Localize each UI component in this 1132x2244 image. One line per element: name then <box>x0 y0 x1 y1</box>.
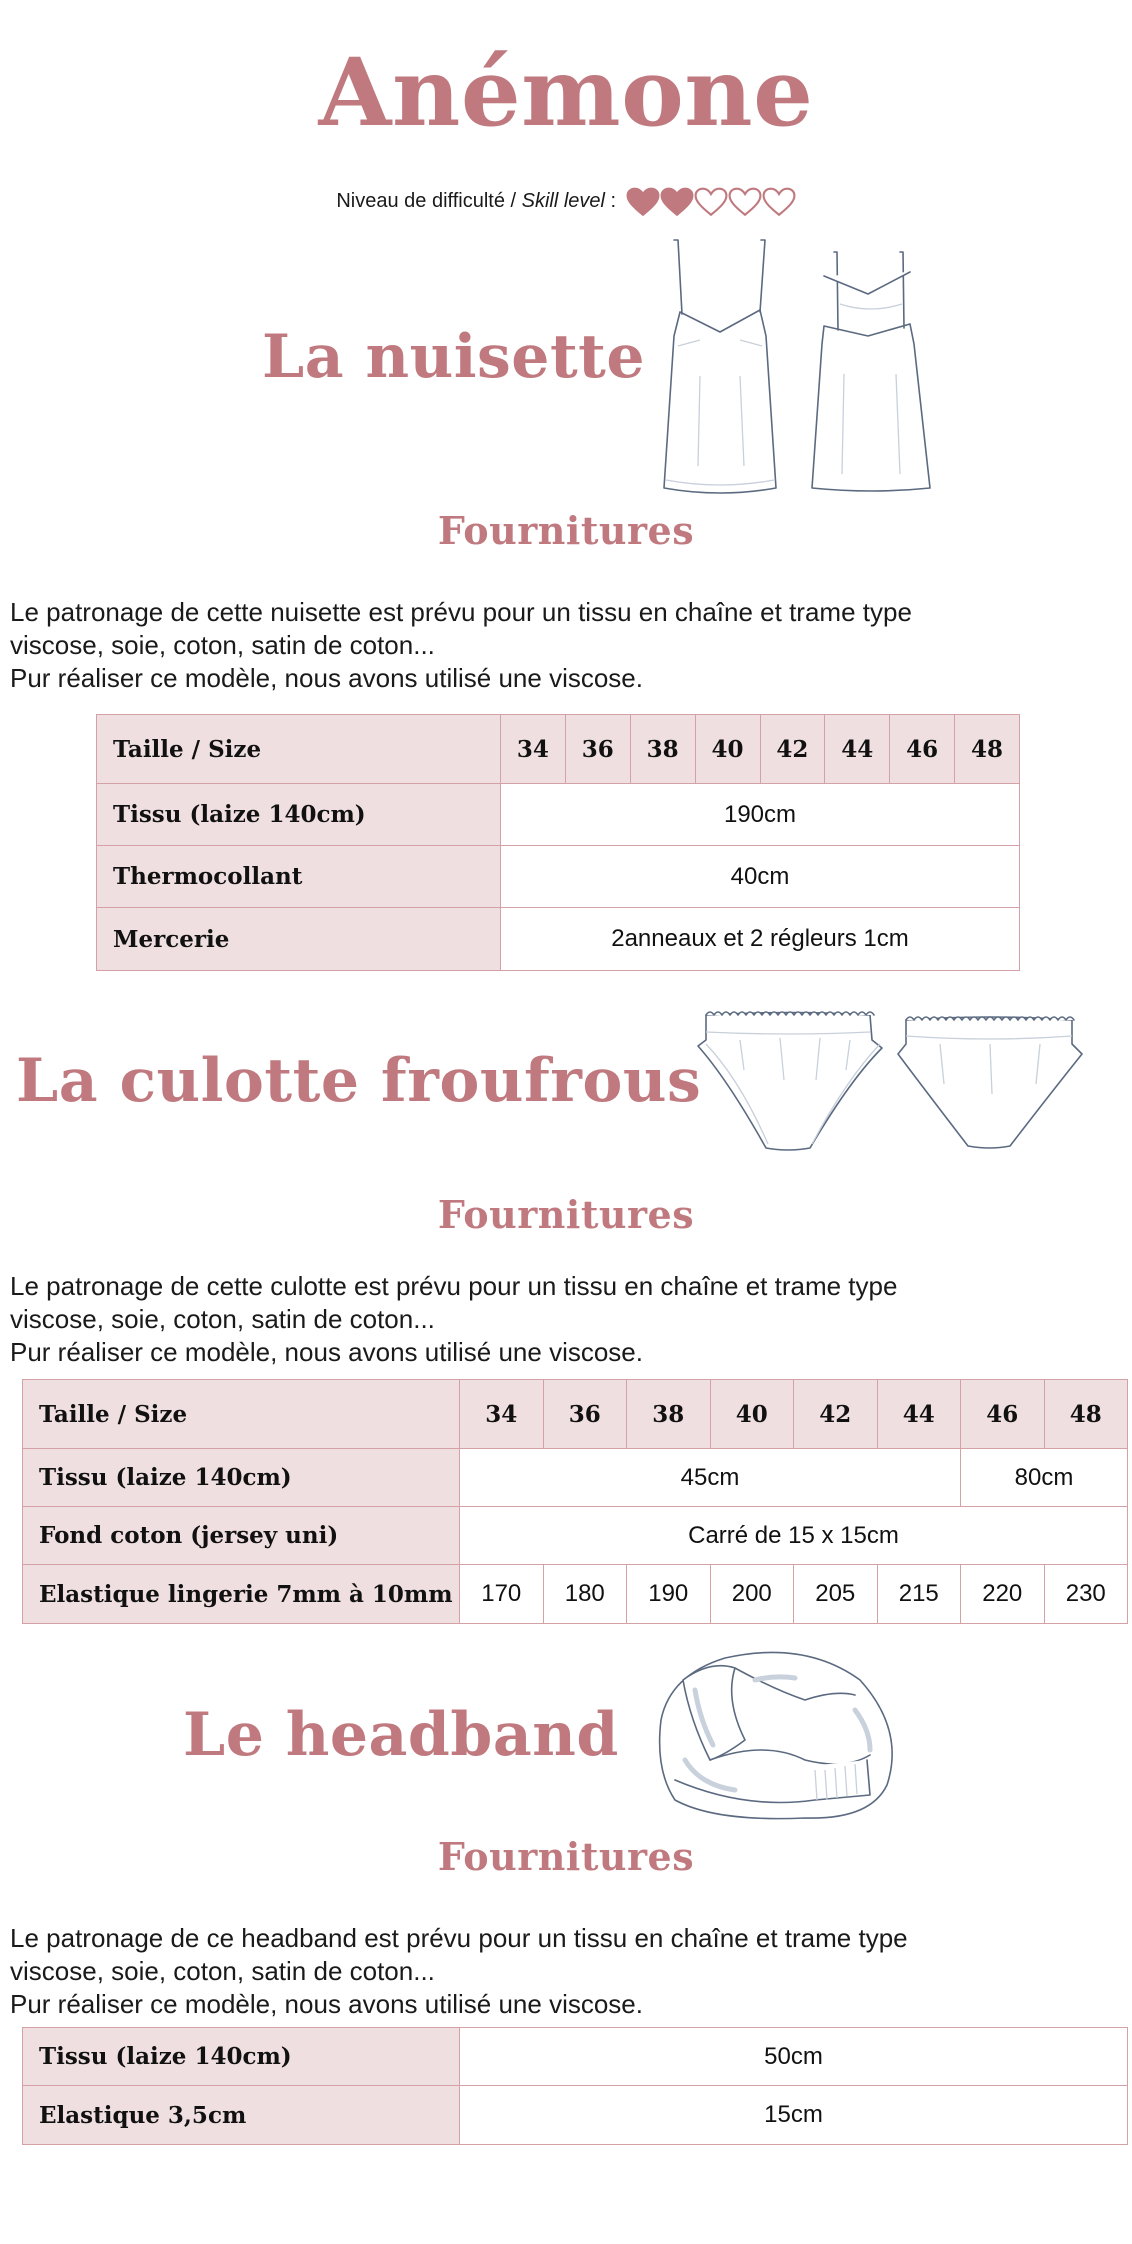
heart-outline-icon <box>762 187 796 217</box>
row-value: 190cm <box>501 784 1020 846</box>
table-row <box>23 1565 1128 1624</box>
section-description-culotte <box>10 1270 1120 1369</box>
row-value: 15cm <box>460 2086 1128 2145</box>
size-cell: 42 <box>760 715 825 784</box>
size-cell: 34 <box>501 715 566 784</box>
table-row <box>23 2028 1128 2086</box>
section-title-headband: Le headband <box>183 1700 619 1770</box>
supplies-table-headband <box>22 2027 1128 2145</box>
table-row <box>97 908 1020 971</box>
section-description-headband <box>10 1922 1120 2021</box>
row-label: Elastique lingerie 7mm à 10mm <box>23 1565 460 1624</box>
row-value: 190 <box>627 1565 711 1624</box>
heart-filled-icon <box>626 187 660 217</box>
table-row-sizes <box>23 1380 1128 1449</box>
table-row <box>97 846 1020 908</box>
section-description-nuisette <box>10 596 1120 695</box>
row-value: 180 <box>543 1565 627 1624</box>
section-subtitle-nuisette: Fournitures <box>437 508 695 553</box>
row-label: Thermocollant <box>97 846 501 908</box>
row-value: 220 <box>961 1565 1045 1624</box>
size-cell: 46 <box>961 1380 1045 1449</box>
description-line: viscose, soie, coton, satin de coton... <box>10 630 435 660</box>
table-row-sizes <box>97 715 1020 784</box>
description-line: viscose, soie, coton, satin de coton... <box>10 1956 435 1986</box>
section-subtitle-culotte: Fournitures <box>437 1192 695 1237</box>
size-header-label: Taille / Size <box>97 715 501 784</box>
table-row <box>97 784 1020 846</box>
size-cell: 48 <box>1044 1380 1128 1449</box>
headband-illustration <box>655 1650 905 1830</box>
size-cell: 44 <box>877 1380 961 1449</box>
section-title-nuisette: La nuisette <box>262 322 646 392</box>
size-cell: 46 <box>890 715 955 784</box>
skill-hearts <box>626 186 796 217</box>
size-cell: 38 <box>627 1380 711 1449</box>
size-cell: 42 <box>794 1380 878 1449</box>
description-line: Pur réaliser ce modèle, nous avons utilisé une viscose. <box>10 1337 643 1367</box>
row-value: 40cm <box>501 846 1020 908</box>
row-label: Elastique 3,5cm <box>23 2086 460 2145</box>
row-value: 230 <box>1044 1565 1128 1624</box>
row-value: 205 <box>794 1565 878 1624</box>
heart-outline-icon <box>694 187 728 217</box>
row-value: Carré de 15 x 15cm <box>460 1507 1128 1565</box>
nightdress-illustration <box>660 236 950 501</box>
row-value: 50cm <box>460 2028 1128 2086</box>
supplies-table-culotte <box>22 1379 1128 1624</box>
row-label: Tissu (laize 140cm) <box>23 1449 460 1507</box>
nightdress-front-icon <box>664 240 776 493</box>
row-label: Tissu (laize 140cm) <box>97 784 501 846</box>
description-line: Le patronage de ce headband est prévu pour un tissu en chaîne et trame type <box>10 1923 908 1953</box>
description-line: Le patronage de cette culotte est prévu pour un tissu en chaîne et trame type <box>10 1271 898 1301</box>
size-cell: 38 <box>630 715 695 784</box>
size-cell: 36 <box>565 715 630 784</box>
heart-outline-icon <box>728 187 762 217</box>
size-cell: 48 <box>955 715 1020 784</box>
row-value: 215 <box>877 1565 961 1624</box>
nightdress-back-icon <box>812 252 930 491</box>
row-value: 2anneaux et 2 régleurs 1cm <box>501 908 1020 971</box>
description-line: Pur réaliser ce modèle, nous avons utilisé une viscose. <box>10 663 643 693</box>
skill-suffix: : <box>604 190 617 212</box>
description-line: Le patronage de cette nuisette est prévu pour un tissu en chaîne et trame type <box>10 597 912 627</box>
size-cell: 36 <box>543 1380 627 1449</box>
headband-icon <box>660 1652 893 1818</box>
section-title-culotte: La culotte froufrous <box>16 1046 702 1116</box>
size-cell: 34 <box>460 1380 544 1449</box>
size-cell: 44 <box>825 715 890 784</box>
size-cell: 40 <box>695 715 760 784</box>
row-label: Mercerie <box>97 908 501 971</box>
row-value: 80cm <box>961 1449 1128 1507</box>
heart-filled-icon <box>660 187 694 217</box>
description-line: Pur réaliser ce modèle, nous avons utilisé une viscose. <box>10 1989 643 2019</box>
table-row <box>23 1449 1128 1507</box>
row-label: Tissu (laize 140cm) <box>23 2028 460 2086</box>
panties-illustration <box>700 1010 1090 1150</box>
skill-label-en: Skill level <box>521 190 605 212</box>
table-row <box>23 2086 1128 2145</box>
size-header-label: Taille / Size <box>23 1380 460 1449</box>
size-cell: 40 <box>710 1380 794 1449</box>
row-value: 170 <box>460 1565 544 1624</box>
row-label: Fond coton (jersey uni) <box>23 1507 460 1565</box>
pattern-title: Anémone <box>318 38 814 148</box>
table-row <box>23 1507 1128 1565</box>
panties-back-icon <box>898 1017 1082 1148</box>
skill-label: Niveau de difficulté / <box>336 190 522 212</box>
supplies-table-nuisette <box>96 714 1020 971</box>
row-value: 200 <box>710 1565 794 1624</box>
description-line: viscose, soie, coton, satin de coton... <box>10 1304 435 1334</box>
skill-level <box>0 186 1132 217</box>
row-value: 45cm <box>460 1449 961 1507</box>
panties-front-icon <box>698 1012 882 1150</box>
section-subtitle-headband: Fournitures <box>437 1834 695 1879</box>
